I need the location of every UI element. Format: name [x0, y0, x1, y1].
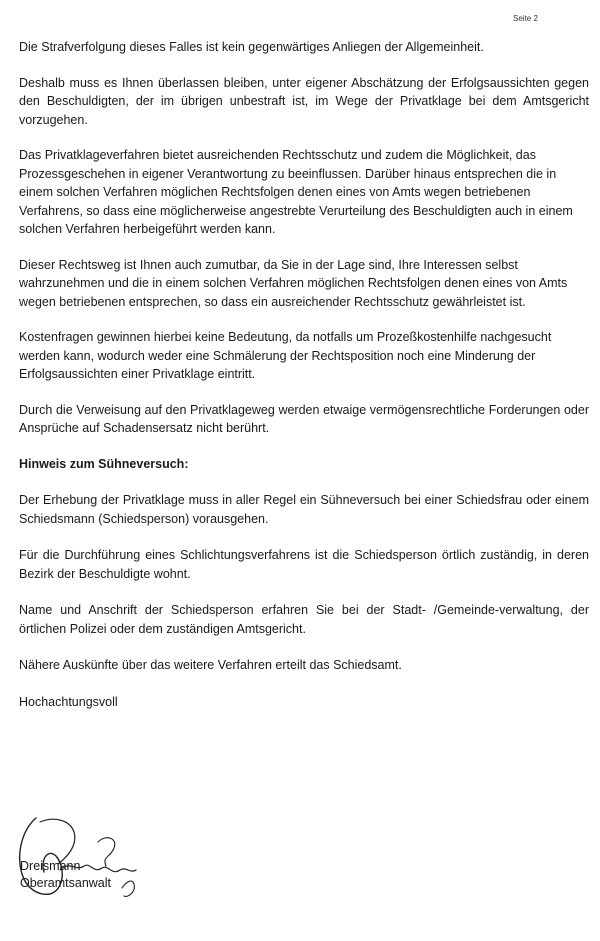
signer-block — [20, 858, 111, 892]
signature-block — [14, 812, 214, 912]
paragraph-reasonableness: Dieser Rechtsweg ist Ihnen auch zumutbar, da Sie in der Lage sind, Ihre Interessen selbst wahrzunehmen und die in einem solchen Verfahren möglichen Rechtsfolgen denen eines von Amts wegen betriebenen entsprechen, so dass ein ausreichender Rechtsschutz gewährleistet ist. — [19, 257, 568, 309]
signer-name: Dreismann — [20, 859, 81, 873]
page-number: Seite 2 — [513, 14, 538, 23]
paragraph-claims: Durch die Verweisung auf den Privatklageweg werden etwaige vermögensrechtliche Forderungen oder Ansprüche auf Schadensersatz nicht berührt. — [19, 402, 589, 435]
paragraph-legal-protection: Das Privatklageverfahren bietet ausreichenden Rechtsschutz und zudem die Möglichkeit, das Prozessgeschehen in eigener Verantwortung zu beeinflussen. Darüber hinaus entsprechen die in einem solchen Verfahren möglichen Rechtsfolgen denen eines von Amts wegen betriebenen Verfahrens, so dass eine möglicherweise angestrebte Verurteilung des Beschuldigten auch in einem solchen Verfahren herbeigeführt werden kann. — [19, 148, 573, 236]
paragraph-contact-info: Name und Anschrift der Schiedsperson erfahren Sie bei der Stadt- /Gemeinde-verwaltung, der örtlichen Polizei oder dem zuständigen Amtsgericht. — [19, 603, 589, 636]
closing-salutation: Hochachtungsvoll — [19, 694, 118, 709]
letter-body — [19, 38, 589, 711]
paragraph-jurisdiction: Für die Durchführung eines Schlichtungsverfahrens ist die Schiedsperson örtlich zuständig, in deren Bezirk der Beschuldigte wohnt. — [19, 548, 589, 581]
paragraph-further-info: Nähere Auskünfte über das weitere Verfahren erteilt das Schiedsamt. — [19, 658, 402, 672]
signer-title: Oberamtsanwalt — [20, 876, 112, 890]
paragraph-public-interest: Die Strafverfolgung dieses Falles ist kein gegenwärtiges Anliegen der Allgemeinheit. — [19, 40, 484, 54]
paragraph-conciliation-attempt: Der Erhebung der Privatklage muss in aller Regel ein Sühneversuch bei einer Schiedsfrau oder einem Schiedsmann (Schiedsperson) vorausgehen. — [19, 493, 589, 526]
section-heading: Hinweis zum Sühneversuch: — [19, 456, 189, 471]
paragraph-private-prosecution: Deshalb muss es Ihnen überlassen bleiben, unter eigener Abschätzung der Erfolgsaussichten gegen den Beschuldigten, der im übrigen unbestraft ist, im Wege der Privatklage bei dem Amtsgericht vorzugehen. — [19, 75, 589, 127]
paragraph-costs: Kostenfragen gewinnen hierbei keine Bedeutung, da notfalls um Prozeßkostenhilfe nachgesucht werden kann, wodurch weder eine Schmälerung der Rechtsposition noch eine Minderung der Erfolgsaussichten einer Privatklage eintritt. — [19, 330, 552, 381]
